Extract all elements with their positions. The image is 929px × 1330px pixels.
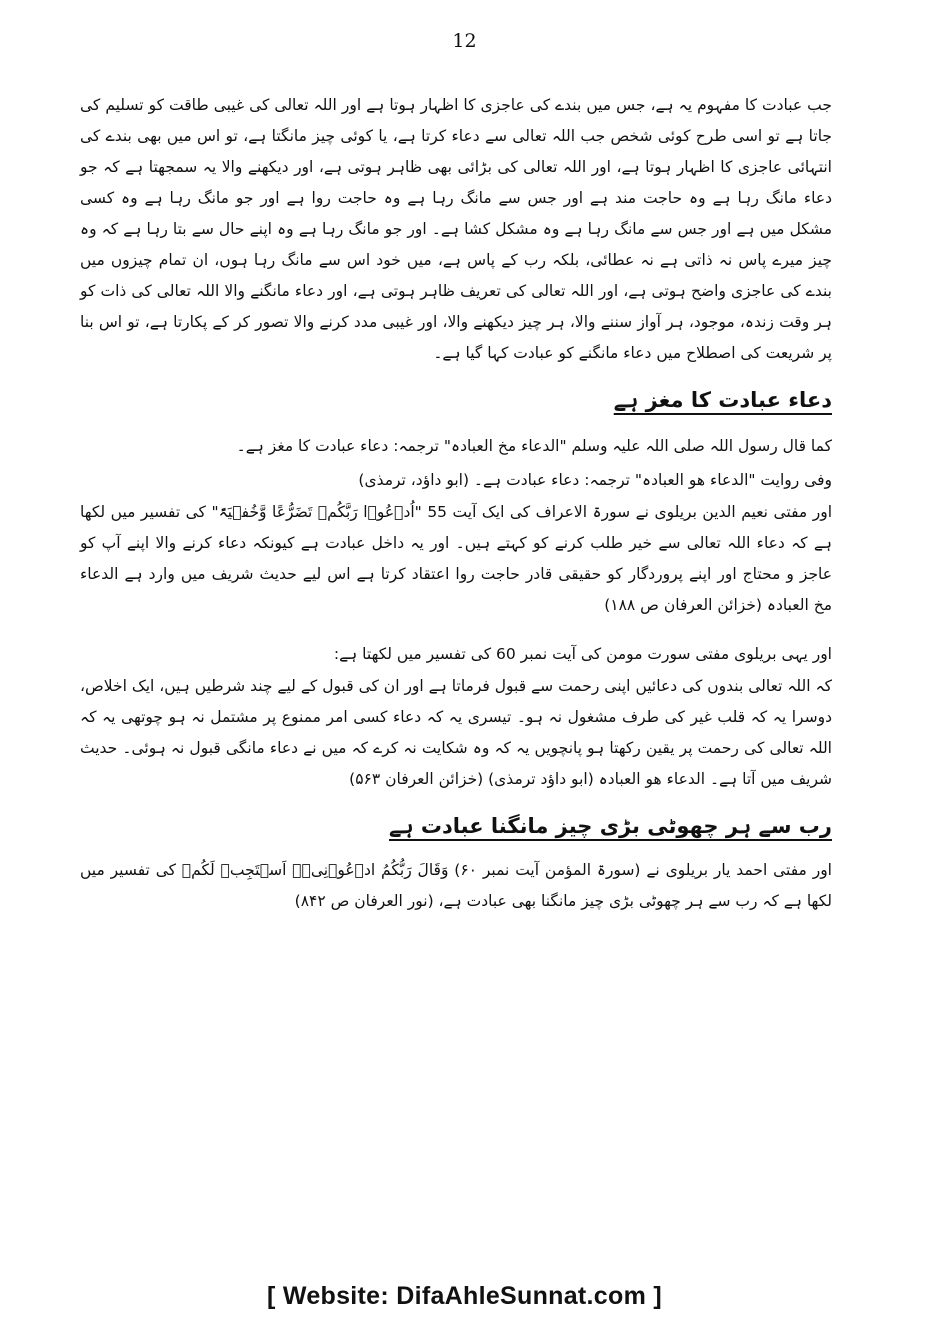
- hadith-line-1: کما قال رسول اللہ صلی اللہ علیہ وسلم "الدعاء مخ العبادہ" ترجمہ: دعاء عبادت کا مغز ہے۔: [236, 437, 832, 455]
- paragraph-noor-ul-irfan: اور مفتی احمد یار بریلوی نے (سورۃ المؤمن آیت نمبر ۶۰) وَقَالَ رَبُّکُمُ ادۡعُوۡنِیۡۤ اَسۡتَجِبۡ لَکُمۡ کی تفسیر میں لکھا ہے کہ رب سے ہر چھوٹی بڑی چیز مانگنا بھی عبادت ہے، (نور العرفان ص ۸۴۲): [80, 861, 832, 910]
- section-heading-ask-rabb: رب سے ہر چھوٹی بڑی چیز مانگنا عبادت ہے: [389, 814, 832, 838]
- hadith-line-2: وفی روایت "الدعاء ھو العبادہ" ترجمہ: دعاء عبادت ہے۔ (ابو داؤد، ترمذی): [358, 471, 832, 489]
- paragraph-worship-meaning: جب عبادت کا مفہوم یہ ہے، جس میں بندے کی عاجزی کا اظہار ہوتا ہے اور اللہ تعالی کی غیبی طاقت کو تسلیم کی جاتا ہے تو اسی طرح کوئی شخص جب اللہ تعالی سے دعاء کرتا ہے، یا کوئی چیز مانگتا ہے، تو اس میں بھی بندے کی انتہائی عاجزی کا اظہار ہوتا ہے، اور اللہ تعالی کی بڑائی بھی ظاہر ہوتی ہے، اور دیکھنے والا یہ سمجھتا ہے کہ جو دعاء مانگ رہا ہے وہ حاجت مند ہے اور جس سے مانگ رہا ہے وہ حاجت روا ہے اور جو مانگ رہا ہے وہ کسی مشکل میں ہے اور جس سے مانگ رہا ہے وہ مشکل کشا ہے۔ اور جو مانگ رہا ہے وہ اپنے حال سے بتا رہا ہے کہ وہ چیز میرے پاس نہ ذاتی ہے نہ عطائی، بلکہ رب کے پاس ہے، میں خود اس سے مانگ رہا ہوں، ان تمام چیزوں میں بندے کی عاجزی واضح ہوتی ہے، اور اللہ تعالی کی تعریف ظاہر ہوتی ہے، اور دعاء مانگنے والا اللہ تعالی کی ذات کو ہر وقت زندہ، موجود، ہر آواز سننے والا، ہر چیز دیکھنے والا، اور غیبی مدد کرنے والا تصور کر کے پکارتا ہے، تو اس بنا پر شریعت کی اصطلاح میں دعاء مانگنے کو عبادت کہا گیا ہے۔: [80, 96, 832, 362]
- section-heading-dua-essence: دعاء عبادت کا مغز ہے: [613, 388, 832, 412]
- page-number: 12: [452, 30, 477, 52]
- website-footer: [ Website: DifaAhleSunnat.com ]: [267, 1282, 662, 1310]
- paragraph-tafseer-araf: اور مفتی نعیم الدین بریلوی نے سورۃ الاعراف کی ایک آیت 55 "اُدۡعُوۡا رَبَّکُمۡ تَضَرُّعًا وَّخُفۡیَۃً" کی تفسیر میں لکھا ہے کہ دعاء اللہ تعالی سے خیر طلب کرنے کو کہتے ہیں۔ اور یہ داخل عبادت ہے کیونکہ دعاء کرنے والا اپنے آپ کو عاجز و محتاج اور اپنے پروردگار کو حقیقی قادر حاجت روا اعتقاد کرتا ہے اس لیے حدیث شریف میں وارد ہے الدعاء مخ العبادہ (خزائن العرفان ص ۱۸۸): [80, 503, 832, 614]
- page-body: [80, 90, 832, 917]
- paragraph-conditions: کہ اللہ تعالی بندوں کی دعائیں اپنی رحمت سے قبول فرماتا ہے اور ان کی قبول کے لیے چند شرطیں ہیں، ایک اخلاص، دوسرا یہ کہ قلب غیر کی طرف مشغول نہ ہو۔ تیسری یہ کہ دعاء کسی امر ممنوع پر مشتمل نہ ہو چوتھی یہ کہ اللہ تعالی کی رحمت پر یقین رکھتا ہو پانچویں یہ کہ وہ شکایت نہ کرے کہ میں نے دعاء مانگی قبول نہ ہوئی۔ حدیث شریف میں آتا ہے۔ الدعاء ھو العبادہ (ابو داؤد ترمذی) (خزائن العرفان ۵۶۳): [80, 677, 832, 788]
- spacer: [80, 621, 832, 637]
- intro-line-momin: اور یہی بریلوی مفتی سورت مومن کی آیت نمبر 60 کی تفسیر میں لکھتا ہے:: [333, 645, 832, 663]
